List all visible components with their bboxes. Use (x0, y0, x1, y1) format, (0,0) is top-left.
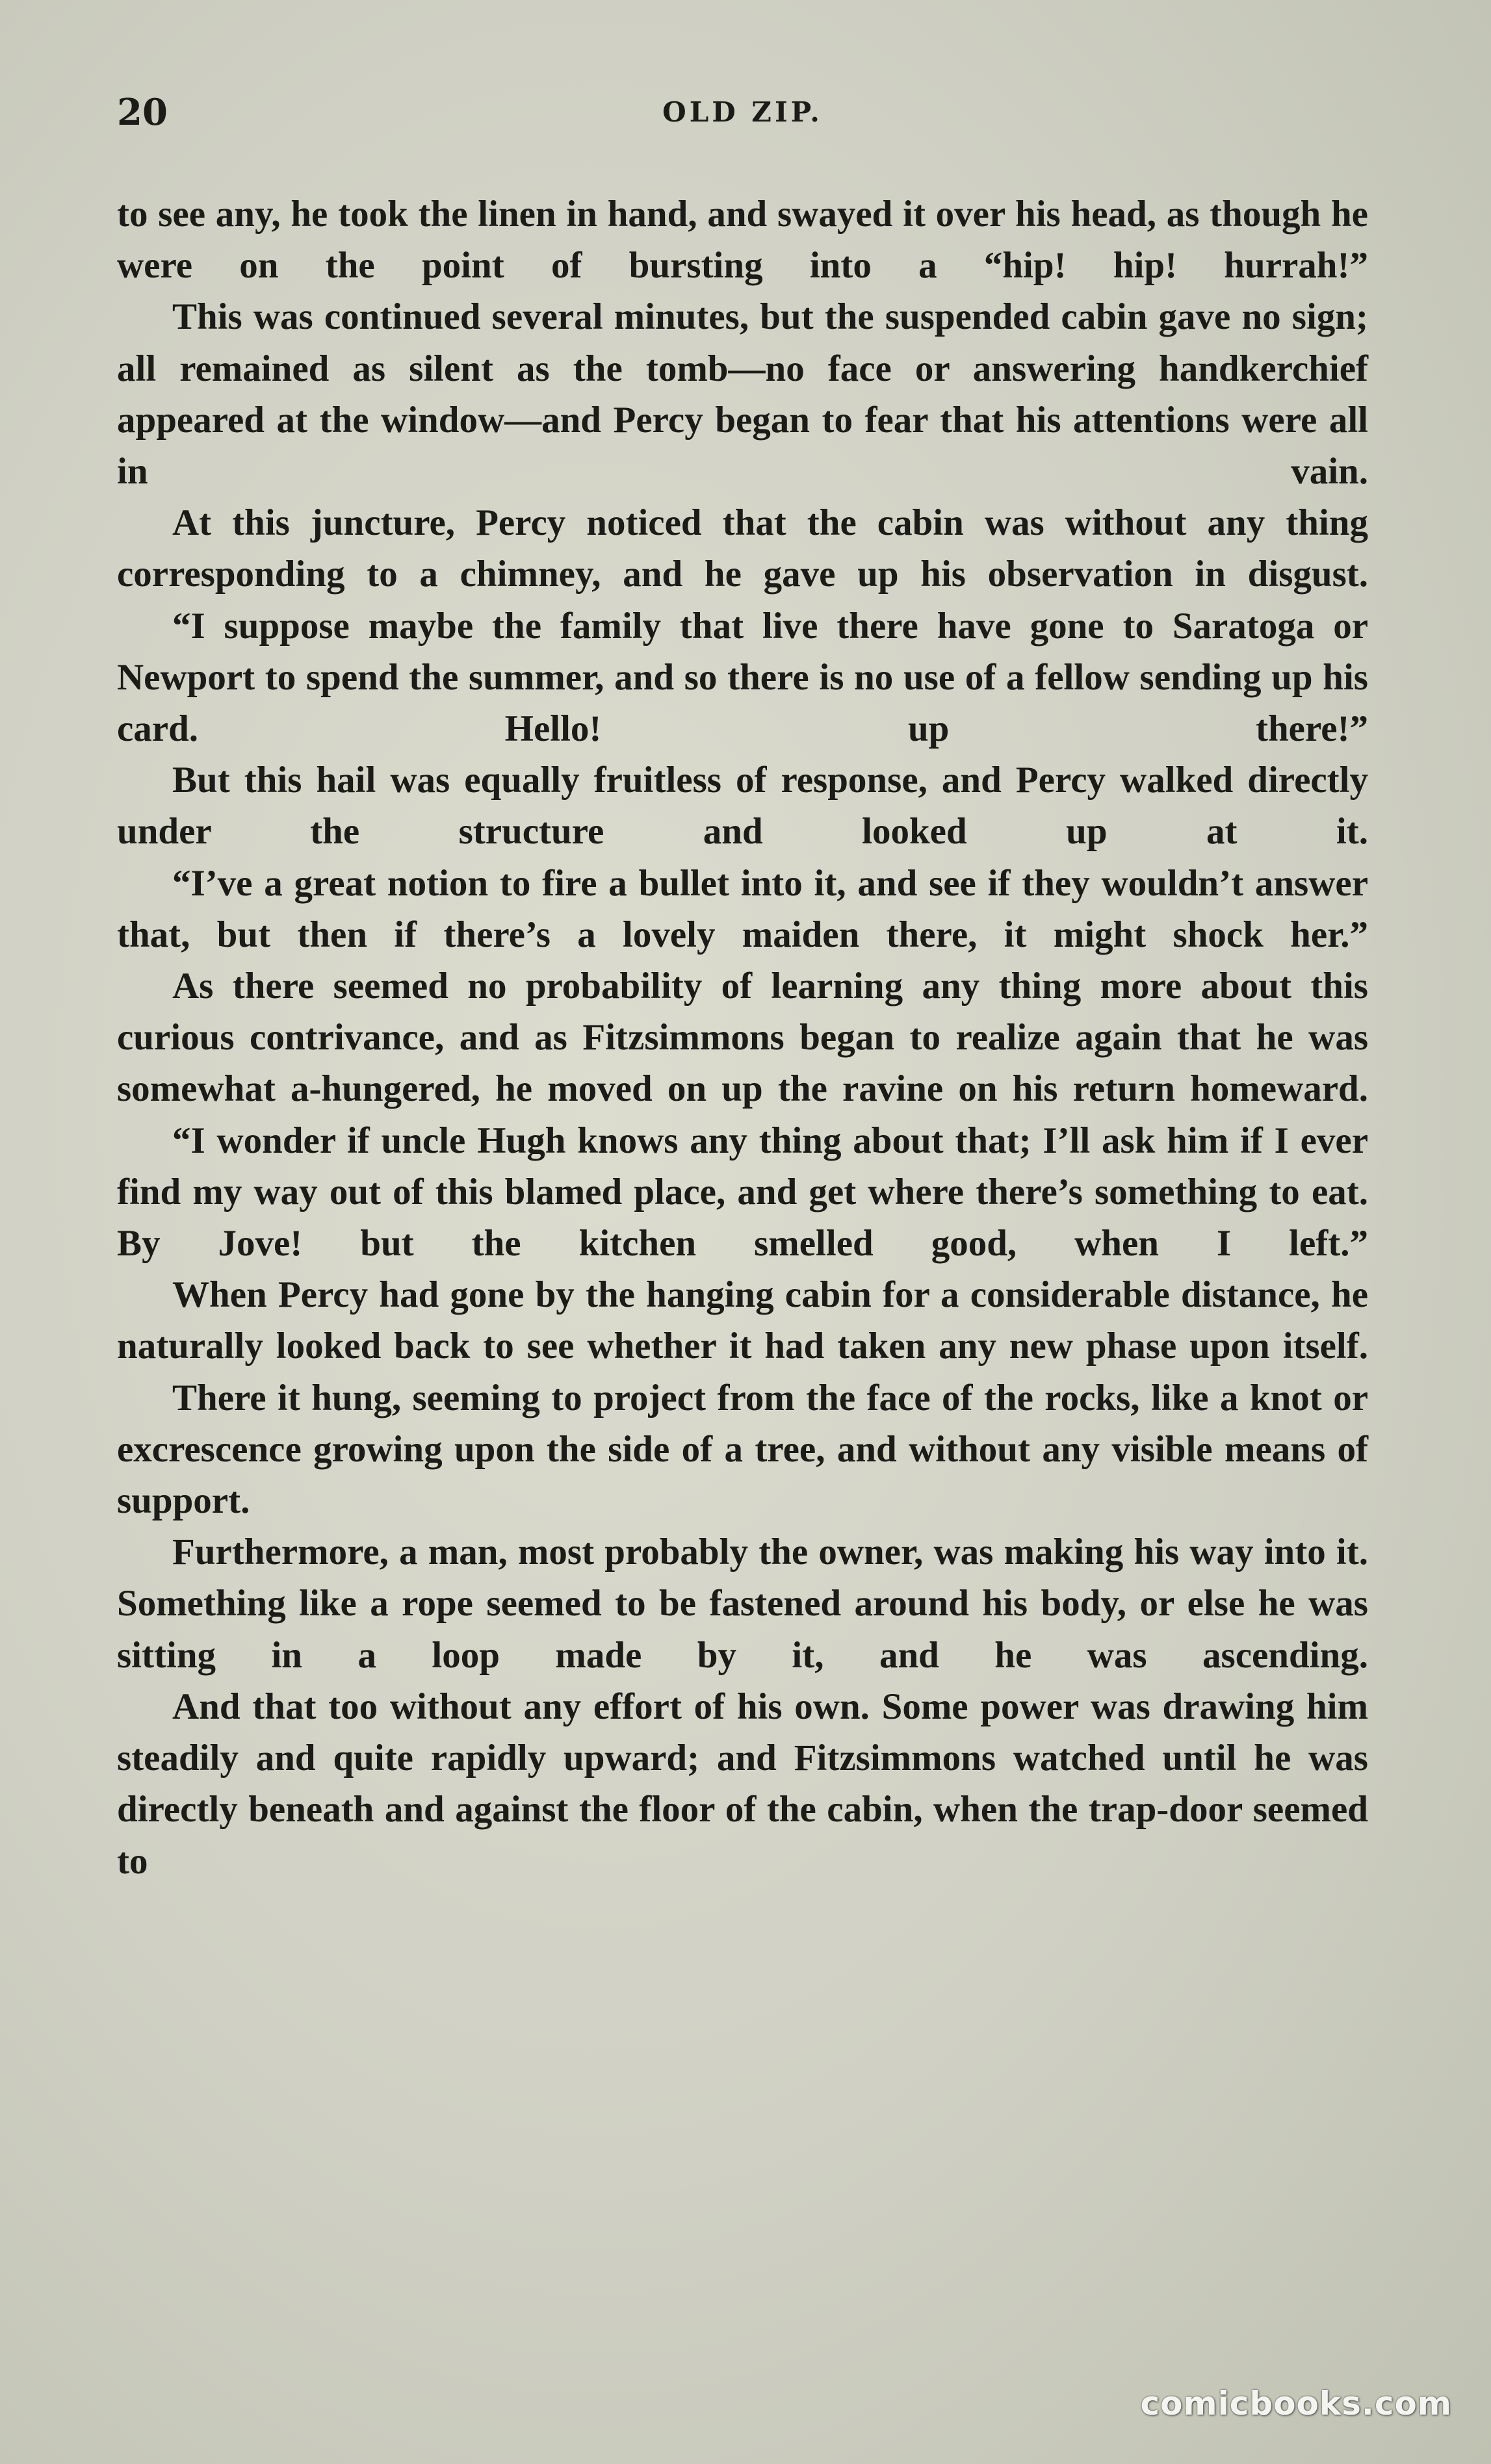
paragraph: At this juncture, Percy noticed that the cabin was without any thing corresponding to a chimney, and he gave up his observation in disgust. (117, 502, 1368, 595)
paragraph: “I suppose maybe the family that live there have gone to Saratoga or Newport to spend the summer, and so there is no use of a fellow sending up his card. Hello! up there!” (117, 605, 1368, 750)
paragraph: There it hung, seeming to project from the face of the rocks, like a knot or excrescence growing upon the side of a tree, and without any visible means of support. (117, 1377, 1368, 1522)
running-head: OLD ZIP. (662, 96, 823, 128)
paragraph: “I wonder if uncle Hugh knows any thing about that; I’ll ask him if I ever find my way out of this blamed place, and get where there’s something to eat. By Jove! but the kitchen smelled good, when I left.” (117, 1120, 1368, 1264)
paragraph: This was continued several minutes, but the suspended cabin gave no sign; all remained as silent as the tomb—no face or answering handkerchief appeared at the window—and Percy began to fear that his attentions were all in vain. (117, 296, 1368, 493)
paragraph: When Percy had gone by the hanging cabin for a considerable distance, he naturally looked back to see whether it had taken any new phase upon itself. (117, 1274, 1368, 1367)
page-header (117, 90, 1368, 135)
body-text (117, 188, 1368, 1887)
watermark: comicbooks.com (1140, 2385, 1452, 2422)
page-number: 20 (117, 91, 168, 134)
paragraph: Furthermore, a man, most probably the owner, was making his way into it. Something like a rope seemed to be fastened around his body, or else he was sitting in a loop made by it, and he was ascending. (117, 1532, 1368, 1676)
paragraph: And that too without any effort of his own. Some power was drawing him steadily and quite rapidly upward; and Fitzsimmons watched until he was directly beneath and against the floor of the cabin, when the trap-door seemed to (117, 1686, 1368, 1882)
paragraph: As there seemed no probability of learning any thing more about this curious contrivance, and as Fitzsimmons began to realize again that he was somewhat a-hungered, he moved on up the ravine on his return homeward. (117, 966, 1368, 1110)
paragraph: to see any, he took the linen in hand, and swayed it over his head, as though he were on the point of bursting into a “hip! hip! hurrah!” (117, 194, 1368, 287)
paragraph: But this hail was equally fruitless of response, and Percy walked directly under the structure and looked up at it. (117, 760, 1368, 853)
paragraph: “I’ve a great notion to fire a bullet into it, and see if they wouldn’t answer that, but then if there’s a lovely maiden there, it might shock her.” (117, 862, 1368, 955)
